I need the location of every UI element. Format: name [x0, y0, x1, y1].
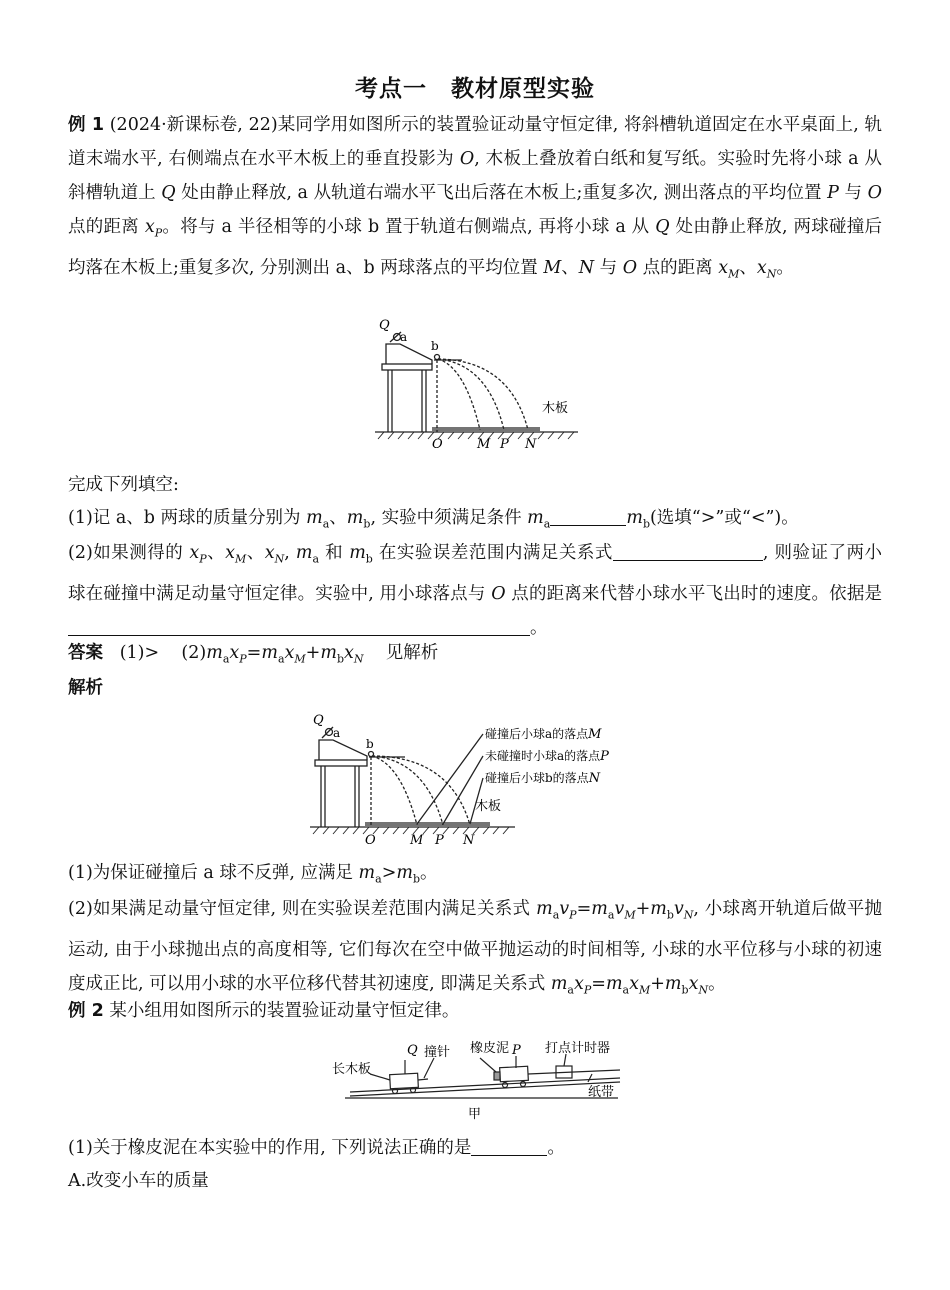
figure-1-apparatus: [370, 312, 585, 452]
q1-answer-blank[interactable]: [550, 505, 626, 526]
svg-text:N: N: [525, 437, 537, 452]
svg-text:P: P: [512, 1043, 521, 1058]
svg-text:b: b: [366, 737, 374, 751]
svg-text:Q: Q: [313, 713, 324, 728]
svg-text:Q: Q: [407, 1043, 418, 1058]
svg-text:纸带: 纸带: [588, 1085, 615, 1100]
fill-intro: 完成下列填空:: [68, 475, 179, 495]
svg-text:M: M: [477, 437, 491, 452]
svg-text:打点计时器: 打点计时器: [545, 1041, 611, 1056]
example-1-text: 例 1 (2024·新课标卷, 22)某同学用如图所示的装置验证动量守恒定律, 将斜槽轨道固定在水平桌面上, 轨道末端水平, 右侧端点在水平木板上的垂直投影为 O, 木板上叠放着白纸和复写纸。实验时先将小球 a 从斜槽轨道上 Q 处由静止释放, a 从轨道右端水平飞出后落在木板上;重复多次, 测出落点的平均位置 P 与 O 点的距离 $x_P$。将与 a 半径相等的小球 b 置于轨道右侧端点, 再将小球 a 从 Q 处由静止释放, 两球碰撞后均落在木板上;重复多次, 分别测出 a、b 两球落点的平均位置 M、N 与 O 点的距离 $x_M$、$x_N$。: [68, 115, 883, 280]
example-2-text: 例 2 某小组用如图所示的装置验证动量守恒定律。: [68, 1001, 460, 1021]
svg-text:O: O: [432, 437, 443, 452]
svg-text:a: a: [400, 330, 408, 344]
example-1-label: 例 1: [68, 115, 105, 135]
svg-text:撞针: 撞针: [424, 1045, 451, 1060]
figure-2-analysis: [305, 712, 645, 852]
question-ex2-1: (1)关于橡皮泥在本实验中的作用, 下列说法正确的是 。: [68, 1133, 882, 1163]
svg-text:a: a: [333, 726, 341, 740]
svg-text:未碰撞时小球a的落点P: 未碰撞时小球a的落点P: [485, 749, 609, 764]
svg-text:N: N: [463, 833, 475, 848]
svg-text:木板: 木板: [475, 799, 502, 814]
svg-text:P: P: [500, 437, 509, 452]
option-a: A.改变小车的质量: [68, 1171, 209, 1191]
svg-text:Q: Q: [379, 318, 390, 333]
q2-reason-blank[interactable]: [68, 615, 530, 636]
svg-text:碰撞后小球a的落点M: 碰撞后小球a的落点M: [485, 727, 602, 742]
example-2-label: 例 2: [68, 1001, 104, 1021]
question-1: (1)记 a、b 两球的质量分别为 $m_a$、$m_b$, 实验中须满足条件 $m_a$ $m_b$(选填“>”或“<”)。: [68, 503, 882, 540]
analysis-label: 解析: [68, 678, 103, 698]
section-title: 考点一 教材原型实验: [355, 76, 595, 102]
figure-3-carts: [330, 1034, 630, 1124]
analysis-1: (1)为保证碰撞后 a 球不反弹, 应满足 $m_a>m_b$。: [68, 863, 438, 886]
svg-text:橡皮泥: 橡皮泥: [470, 1041, 510, 1056]
answer-line: 答案 (1)> $(2)m_ax_P=m_ax_M+m_bx_N$ 见解析: [68, 643, 439, 666]
q2-relation-blank[interactable]: [613, 540, 763, 561]
svg-text:碰撞后小球b的落点N: 碰撞后小球b的落点N: [485, 771, 601, 786]
svg-text:长木板: 长木板: [332, 1062, 372, 1077]
q3-answer-blank[interactable]: [471, 1135, 547, 1156]
question-2: (2)如果测得的 $x_P$、$x_M$、$x_N$, $m_a$ 和 $m_b$ 在实验误差范围内满足关系式 , 则验证了两小球在碰撞中满足动量守恒定律。实验中, 用小球落点与 O 点的距离来代替小球水平飞出时的速度。依据是。: [68, 536, 882, 645]
svg-text:O: O: [365, 833, 376, 848]
svg-text:P: P: [435, 833, 444, 848]
svg-text:b: b: [431, 339, 439, 353]
svg-text:M: M: [410, 833, 424, 848]
svg-text:木板: 木板: [542, 401, 569, 416]
svg-text:甲: 甲: [468, 1107, 482, 1122]
analysis-2: (2)如果满足动量守恒定律, 则在实验误差范围内满足关系式 $m_av_P=m_av_M+m_bv_N$, 小球离开轨道后做平抛运动, 由于小球抛出点的高度相等, 它们每次在空中做平抛运动的时间相等, 小球的水平位移与小球的初速度成正比, 可以用小球的水平位移代替其初速度, 即满足关系式 $m_ax_P=m_ax_M+m_bx_N$。: [68, 899, 883, 996]
